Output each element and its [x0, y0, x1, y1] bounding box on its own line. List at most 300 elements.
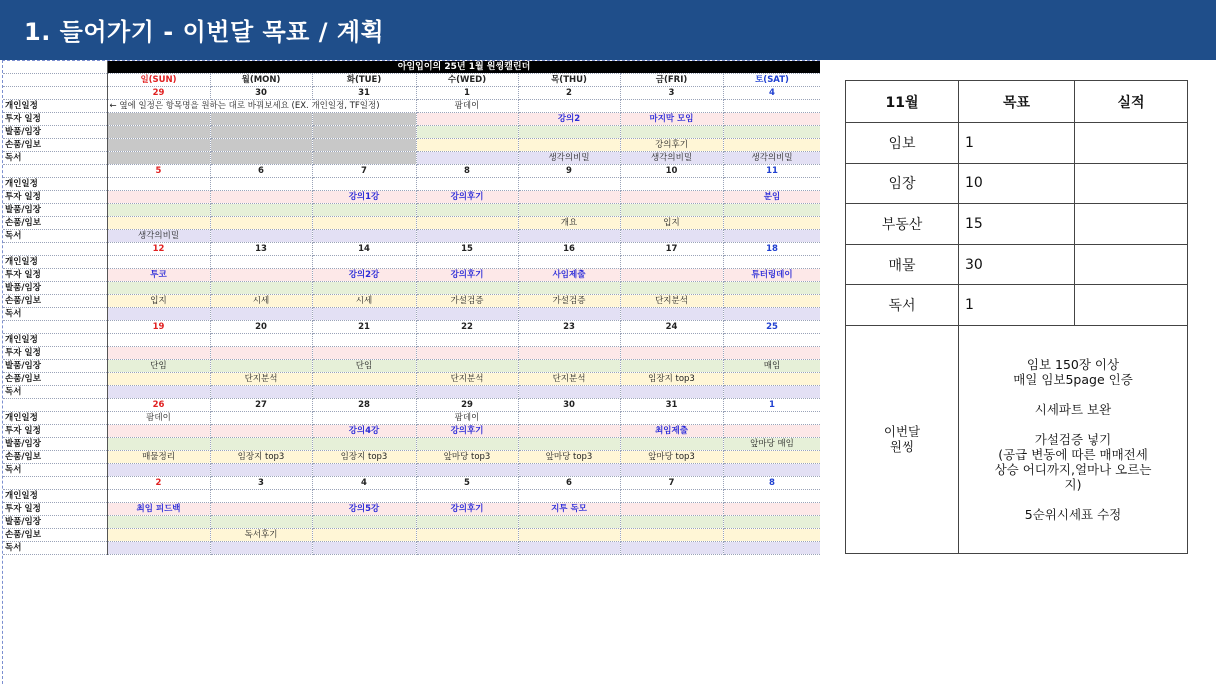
date-cell[interactable]: 15 — [416, 243, 518, 256]
schedule-cell[interactable] — [416, 464, 518, 477]
schedule-cell[interactable] — [723, 256, 820, 269]
schedule-cell[interactable] — [723, 529, 820, 542]
schedule-cell[interactable]: 튜터링데이 — [723, 269, 820, 282]
schedule-cell[interactable]: 가설검증 — [416, 295, 518, 308]
goal-name: 매물 — [846, 244, 959, 285]
schedule-cell[interactable] — [416, 230, 518, 243]
schedule-cell[interactable] — [620, 178, 723, 191]
date-cell[interactable]: 29 — [416, 399, 518, 412]
date-cell[interactable]: 1 — [723, 399, 820, 412]
schedule-cell[interactable] — [518, 360, 620, 373]
schedule-cell[interactable]: 팜데이 — [416, 412, 518, 425]
schedule-cell[interactable] — [620, 282, 723, 295]
schedule-cell[interactable] — [518, 542, 620, 555]
schedule-cell[interactable] — [107, 516, 210, 529]
schedule-cell[interactable] — [312, 204, 416, 217]
schedule-cell[interactable] — [518, 256, 620, 269]
goals-target-header: 목표 — [959, 81, 1075, 123]
schedule-cell[interactable] — [210, 282, 312, 295]
schedule-cell[interactable] — [312, 464, 416, 477]
schedule-cell[interactable] — [518, 308, 620, 321]
date-cell[interactable]: 21 — [312, 321, 416, 334]
schedule-cell[interactable] — [518, 139, 620, 152]
date-cell[interactable]: 2 — [107, 477, 210, 490]
date-cell[interactable]: 26 — [107, 399, 210, 412]
schedule-cell[interactable]: 단지분석 — [210, 373, 312, 386]
schedule-cell[interactable]: 단지분석 — [620, 295, 723, 308]
date-cell[interactable]: 24 — [620, 321, 723, 334]
week-4-row-3 — [3, 451, 820, 464]
goals-table — [845, 80, 1188, 554]
schedule-cell[interactable] — [620, 490, 723, 503]
date-cell[interactable]: 4 — [312, 477, 416, 490]
week-5-row-2 — [3, 516, 820, 529]
schedule-cell[interactable]: 마지막 모임 — [620, 113, 723, 126]
schedule-cell[interactable] — [723, 126, 820, 139]
schedule-cell[interactable]: 강의2 — [518, 113, 620, 126]
schedule-cell[interactable] — [518, 464, 620, 477]
schedule-cell[interactable] — [416, 347, 518, 360]
schedule-cell[interactable]: 매임 — [723, 360, 820, 373]
row-label: 발품/임장 — [3, 204, 107, 217]
schedule-cell[interactable] — [416, 256, 518, 269]
schedule-cell[interactable] — [518, 334, 620, 347]
schedule-cell[interactable] — [620, 308, 723, 321]
schedule-cell[interactable] — [107, 217, 210, 230]
schedule-cell[interactable] — [416, 126, 518, 139]
schedule-cell[interactable] — [620, 204, 723, 217]
date-cell[interactable]: 27 — [210, 399, 312, 412]
date-cell[interactable]: 5 — [416, 477, 518, 490]
date-cell[interactable]: 6 — [210, 165, 312, 178]
date-cell[interactable]: 25 — [723, 321, 820, 334]
date-cell[interactable]: 16 — [518, 243, 620, 256]
schedule-cell[interactable] — [210, 438, 312, 451]
goal-actual — [1075, 204, 1188, 245]
onething-line: 5순위시세표 수정 — [1024, 506, 1122, 522]
weekday-6: 토(SAT) — [723, 74, 820, 87]
week-5-row-4 — [3, 542, 820, 555]
schedule-cell[interactable] — [620, 334, 723, 347]
schedule-cell[interactable]: 강의5강 — [312, 503, 416, 516]
row-label: 독서 — [3, 542, 107, 555]
schedule-cell[interactable] — [210, 126, 312, 139]
row-label: 투자 일정 — [3, 503, 107, 516]
schedule-cell[interactable] — [107, 308, 210, 321]
onething-line: 지) — [1064, 476, 1082, 492]
schedule-cell[interactable]: 앞마당 top3 — [416, 451, 518, 464]
schedule-cell[interactable] — [416, 113, 518, 126]
schedule-cell[interactable] — [312, 139, 416, 152]
schedule-cell[interactable]: 강의4강 — [312, 425, 416, 438]
schedule-cell[interactable]: 단지분석 — [416, 373, 518, 386]
schedule-cell[interactable]: 강의후기 — [416, 503, 518, 516]
schedule-cell[interactable] — [416, 139, 518, 152]
goal-name: 임장 — [846, 163, 959, 204]
schedule-cell[interactable]: 앞마당 매임 — [723, 438, 820, 451]
schedule-cell[interactable] — [107, 204, 210, 217]
schedule-cell[interactable] — [210, 269, 312, 282]
schedule-cell[interactable] — [518, 191, 620, 204]
schedule-cell[interactable] — [620, 529, 723, 542]
weekday-1: 월(MON) — [210, 74, 312, 87]
schedule-cell[interactable] — [210, 217, 312, 230]
schedule-cell[interactable] — [210, 204, 312, 217]
schedule-cell[interactable] — [723, 542, 820, 555]
schedule-cell[interactable] — [210, 425, 312, 438]
schedule-cell[interactable]: 임장지 top3 — [312, 451, 416, 464]
schedule-cell[interactable] — [107, 191, 210, 204]
schedule-cell[interactable] — [210, 113, 312, 126]
schedule-cell[interactable] — [107, 282, 210, 295]
week-2-row-1 — [3, 269, 820, 282]
schedule-cell[interactable] — [210, 152, 312, 165]
schedule-cell[interactable]: 매물정리 — [107, 451, 210, 464]
date-cell[interactable]: 3 — [620, 87, 723, 100]
schedule-cell[interactable] — [620, 386, 723, 399]
schedule-cell[interactable]: 강의1강 — [312, 191, 416, 204]
schedule-cell[interactable] — [620, 347, 723, 360]
date-cell[interactable]: 3 — [210, 477, 312, 490]
date-cell[interactable]: 12 — [107, 243, 210, 256]
schedule-cell[interactable] — [107, 334, 210, 347]
schedule-cell[interactable]: 생각의비밀 — [518, 152, 620, 165]
schedule-cell[interactable] — [312, 152, 416, 165]
page-title: 1. 들어가기 - 이번달 목표 / 계획 — [24, 18, 385, 46]
schedule-cell[interactable]: 입지 — [107, 295, 210, 308]
schedule-cell[interactable]: 단임 — [312, 360, 416, 373]
onething-label-line: 이번달 — [883, 424, 921, 440]
schedule-cell[interactable] — [107, 152, 210, 165]
row-label: 투자 일정 — [3, 425, 107, 438]
schedule-cell[interactable] — [107, 178, 210, 191]
schedule-cell[interactable]: 독서후기 — [210, 529, 312, 542]
date-cell[interactable]: 2 — [518, 87, 620, 100]
schedule-cell[interactable] — [416, 178, 518, 191]
schedule-cell[interactable]: 강의후기 — [416, 191, 518, 204]
schedule-cell[interactable] — [620, 230, 723, 243]
schedule-cell[interactable] — [620, 256, 723, 269]
schedule-cell[interactable]: 생각의비밀 — [723, 152, 820, 165]
schedule-cell[interactable] — [416, 334, 518, 347]
schedule-cell[interactable] — [723, 464, 820, 477]
schedule-cell[interactable] — [723, 386, 820, 399]
schedule-cell[interactable] — [312, 178, 416, 191]
schedule-cell[interactable] — [518, 425, 620, 438]
schedule-cell[interactable] — [620, 191, 723, 204]
goals-header-row — [846, 81, 1188, 123]
schedule-cell[interactable] — [416, 308, 518, 321]
schedule-cell[interactable] — [518, 230, 620, 243]
schedule-cell[interactable]: 단임 — [107, 360, 210, 373]
schedule-cell[interactable] — [518, 204, 620, 217]
schedule-cell[interactable] — [518, 100, 620, 113]
schedule-cell[interactable] — [723, 503, 820, 516]
date-cell[interactable]: 7 — [312, 165, 416, 178]
date-cell[interactable]: 8 — [416, 165, 518, 178]
schedule-cell[interactable] — [210, 516, 312, 529]
date-cell[interactable]: 30 — [210, 87, 312, 100]
week-2-date-row — [3, 243, 820, 256]
schedule-cell[interactable]: 임장지 top3 — [210, 451, 312, 464]
schedule-cell[interactable] — [107, 490, 210, 503]
schedule-cell[interactable]: 투코 — [107, 269, 210, 282]
calendar-corner — [3, 61, 107, 74]
onething-text — [959, 325, 1188, 553]
schedule-cell[interactable] — [518, 386, 620, 399]
schedule-cell[interactable] — [723, 178, 820, 191]
schedule-cell[interactable] — [210, 542, 312, 555]
onething-line: 가설검증 넣기 — [1034, 431, 1112, 447]
schedule-cell[interactable] — [723, 425, 820, 438]
week-0-row-0 — [3, 100, 820, 113]
schedule-cell[interactable] — [312, 412, 416, 425]
schedule-cell[interactable] — [723, 204, 820, 217]
schedule-cell[interactable] — [518, 438, 620, 451]
schedule-cell[interactable] — [210, 191, 312, 204]
schedule-cell[interactable] — [107, 542, 210, 555]
onething-line — [965, 492, 1181, 507]
week-3-date-row — [3, 321, 820, 334]
date-cell[interactable]: 6 — [518, 477, 620, 490]
schedule-cell[interactable] — [416, 204, 518, 217]
date-cell[interactable]: 1 — [416, 87, 518, 100]
schedule-cell[interactable] — [312, 113, 416, 126]
week-3-row-2 — [3, 360, 820, 373]
schedule-cell[interactable] — [518, 178, 620, 191]
schedule-cell[interactable] — [107, 113, 210, 126]
schedule-cell[interactable] — [312, 529, 416, 542]
schedule-cell[interactable] — [723, 373, 820, 386]
schedule-cell[interactable]: 앞마당 top3 — [620, 451, 723, 464]
schedule-cell[interactable] — [416, 542, 518, 555]
row-label: 발품/임장 — [3, 516, 107, 529]
schedule-cell[interactable] — [416, 217, 518, 230]
date-cell[interactable]: 5 — [107, 165, 210, 178]
schedule-cell[interactable] — [620, 542, 723, 555]
goal-actual — [1075, 285, 1188, 326]
goal-target: 1 — [959, 285, 1075, 326]
schedule-cell[interactable] — [107, 256, 210, 269]
schedule-cell[interactable] — [518, 516, 620, 529]
schedule-cell[interactable]: 최임 피드백 — [107, 503, 210, 516]
schedule-cell[interactable] — [312, 438, 416, 451]
schedule-cell[interactable]: 개요 — [518, 217, 620, 230]
schedule-cell[interactable]: 분임 — [723, 191, 820, 204]
schedule-cell[interactable] — [723, 100, 820, 113]
schedule-cell[interactable] — [723, 334, 820, 347]
schedule-cell[interactable] — [107, 373, 210, 386]
schedule-cell[interactable] — [210, 230, 312, 243]
schedule-cell[interactable] — [210, 256, 312, 269]
schedule-cell[interactable] — [723, 139, 820, 152]
schedule-cell[interactable] — [416, 152, 518, 165]
schedule-cell[interactable] — [312, 386, 416, 399]
schedule-cell[interactable] — [416, 386, 518, 399]
schedule-cell[interactable] — [107, 347, 210, 360]
week-4-date-row — [3, 399, 820, 412]
schedule-cell[interactable] — [107, 386, 210, 399]
date-cell[interactable]: 17 — [620, 243, 723, 256]
schedule-cell[interactable]: 시세 — [210, 295, 312, 308]
week-4-row-1 — [3, 425, 820, 438]
schedule-cell[interactable] — [312, 256, 416, 269]
schedule-cell[interactable]: 강의후기 — [416, 269, 518, 282]
schedule-cell[interactable] — [518, 282, 620, 295]
schedule-cell[interactable] — [723, 347, 820, 360]
schedule-cell[interactable] — [210, 139, 312, 152]
week-4-row-4 — [3, 464, 820, 477]
date-cell[interactable]: 10 — [620, 165, 723, 178]
date-cell[interactable]: 7 — [620, 477, 723, 490]
schedule-cell[interactable] — [107, 126, 210, 139]
schedule-cell[interactable] — [312, 217, 416, 230]
onething-label — [846, 325, 959, 553]
schedule-cell[interactable] — [210, 334, 312, 347]
schedule-cell[interactable]: 강의후기 — [416, 425, 518, 438]
schedule-cell[interactable] — [210, 503, 312, 516]
schedule-cell[interactable]: 단지분석 — [518, 373, 620, 386]
schedule-cell[interactable]: 시세 — [312, 295, 416, 308]
schedule-cell[interactable] — [723, 282, 820, 295]
schedule-cell[interactable] — [107, 438, 210, 451]
schedule-cell[interactable]: 사임제출 — [518, 269, 620, 282]
schedule-cell[interactable] — [312, 334, 416, 347]
page-header — [0, 0, 1216, 60]
schedule-cell[interactable] — [518, 490, 620, 503]
schedule-cell[interactable] — [312, 347, 416, 360]
date-cell[interactable]: 22 — [416, 321, 518, 334]
schedule-cell[interactable]: 강의후기 — [620, 139, 723, 152]
date-cell[interactable]: 11 — [723, 165, 820, 178]
schedule-cell[interactable]: 앞마당 top3 — [518, 451, 620, 464]
schedule-cell[interactable]: 최임제출 — [620, 425, 723, 438]
week-2-row-3 — [3, 295, 820, 308]
schedule-cell[interactable]: 입지 — [620, 217, 723, 230]
schedule-cell[interactable]: 지투 독모 — [518, 503, 620, 516]
schedule-cell[interactable] — [723, 451, 820, 464]
schedule-cell[interactable]: 팜데이 — [416, 100, 518, 113]
date-cell[interactable]: 9 — [518, 165, 620, 178]
week-4-row-0 — [3, 412, 820, 425]
schedule-cell[interactable] — [210, 386, 312, 399]
schedule-cell[interactable] — [210, 490, 312, 503]
onething-line — [965, 417, 1181, 432]
schedule-cell[interactable] — [723, 230, 820, 243]
row-label: 독서 — [3, 464, 107, 477]
schedule-cell[interactable] — [620, 412, 723, 425]
schedule-cell[interactable] — [723, 295, 820, 308]
schedule-cell[interactable] — [518, 126, 620, 139]
schedule-cell[interactable]: 팜데이 — [107, 412, 210, 425]
schedule-cell[interactable] — [620, 100, 723, 113]
date-cell[interactable]: 14 — [312, 243, 416, 256]
date-cell[interactable]: 31 — [312, 87, 416, 100]
schedule-cell[interactable] — [620, 360, 723, 373]
schedule-cell[interactable] — [723, 113, 820, 126]
weekday-0: 일(SUN) — [107, 74, 210, 87]
week-1-row-2 — [3, 204, 820, 217]
calendar-title: 아임입이의 25년 1월 원씽캘린더 — [107, 61, 820, 74]
schedule-cell[interactable]: 가설검증 — [518, 295, 620, 308]
week-1-date-row — [3, 165, 820, 178]
schedule-cell[interactable] — [312, 230, 416, 243]
schedule-cell[interactable] — [620, 464, 723, 477]
schedule-cell[interactable] — [416, 529, 518, 542]
schedule-cell[interactable]: 강의2강 — [312, 269, 416, 282]
schedule-cell[interactable] — [312, 282, 416, 295]
schedule-cell[interactable] — [416, 516, 518, 529]
onething-label-line: 원씽 — [889, 439, 915, 455]
schedule-cell[interactable] — [107, 529, 210, 542]
date-cell[interactable]: 18 — [723, 243, 820, 256]
schedule-cell[interactable] — [620, 516, 723, 529]
schedule-cell[interactable] — [107, 139, 210, 152]
schedule-cell[interactable]: 생각의비밀 — [107, 230, 210, 243]
schedule-cell[interactable] — [620, 126, 723, 139]
row-label: 개인일정 — [3, 256, 107, 269]
schedule-cell[interactable] — [620, 269, 723, 282]
date-cell[interactable]: 23 — [518, 321, 620, 334]
schedule-cell[interactable]: 생각의비밀 — [620, 152, 723, 165]
schedule-cell[interactable] — [210, 347, 312, 360]
onething-line: 상승 어디까지,얼마나 오르는 — [994, 461, 1152, 477]
schedule-cell[interactable] — [416, 438, 518, 451]
schedule-cell[interactable] — [518, 412, 620, 425]
weekday-4: 목(THU) — [518, 74, 620, 87]
schedule-cell[interactable] — [210, 308, 312, 321]
goal-target: 15 — [959, 204, 1075, 245]
schedule-cell[interactable] — [210, 412, 312, 425]
schedule-cell[interactable] — [312, 308, 416, 321]
schedule-cell[interactable] — [312, 542, 416, 555]
schedule-cell[interactable] — [312, 126, 416, 139]
schedule-cell[interactable] — [416, 282, 518, 295]
schedule-cell[interactable] — [210, 178, 312, 191]
schedule-cell[interactable] — [416, 490, 518, 503]
date-cell[interactable]: 29 — [107, 87, 210, 100]
week-2-row-2 — [3, 282, 820, 295]
schedule-cell[interactable] — [416, 360, 518, 373]
schedule-cell[interactable] — [210, 464, 312, 477]
schedule-cell[interactable] — [620, 503, 723, 516]
date-cell[interactable]: 13 — [210, 243, 312, 256]
schedule-cell[interactable]: 임장지 top3 — [620, 373, 723, 386]
schedule-cell[interactable] — [312, 373, 416, 386]
date-cell[interactable]: 8 — [723, 477, 820, 490]
schedule-cell[interactable] — [723, 490, 820, 503]
schedule-cell[interactable] — [107, 464, 210, 477]
schedule-cell[interactable] — [312, 516, 416, 529]
schedule-cell[interactable] — [723, 516, 820, 529]
date-cell[interactable]: 4 — [723, 87, 820, 100]
date-cell[interactable]: 28 — [312, 399, 416, 412]
schedule-cell[interactable] — [210, 360, 312, 373]
date-cell[interactable]: 30 — [518, 399, 620, 412]
schedule-cell[interactable] — [620, 438, 723, 451]
schedule-cell[interactable] — [723, 412, 820, 425]
schedule-cell[interactable] — [723, 308, 820, 321]
schedule-cell[interactable] — [312, 490, 416, 503]
date-cell[interactable]: 31 — [620, 399, 723, 412]
date-cell[interactable]: 19 — [107, 321, 210, 334]
schedule-cell[interactable] — [107, 425, 210, 438]
schedule-cell[interactable] — [518, 529, 620, 542]
schedule-cell[interactable] — [723, 217, 820, 230]
goal-name: 부동산 — [846, 204, 959, 245]
schedule-cell[interactable] — [518, 347, 620, 360]
date-cell[interactable]: 20 — [210, 321, 312, 334]
